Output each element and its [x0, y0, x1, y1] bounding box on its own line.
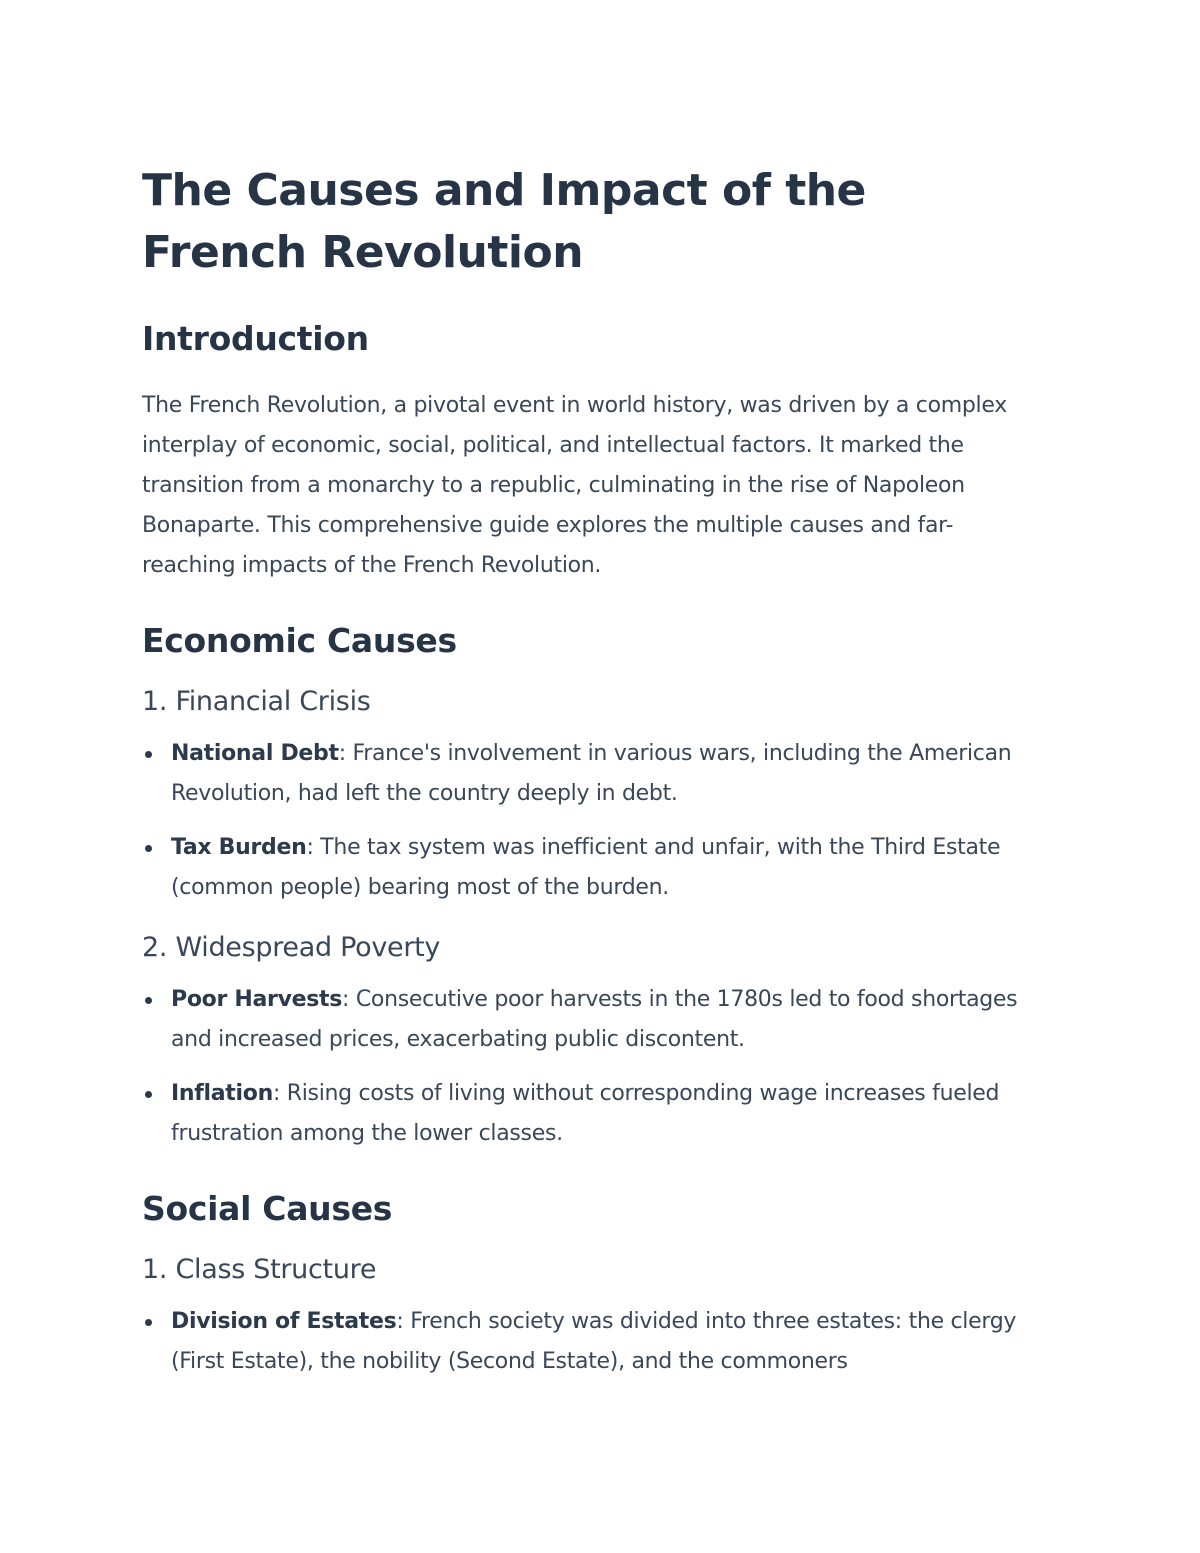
subsection-heading-financial-crisis: 1. Financial Crisis — [142, 686, 371, 717]
list-item-term: Inflation — [171, 1081, 273, 1106]
bullet-icon — [145, 751, 152, 758]
financial-crisis-list — [142, 734, 1042, 908]
bullet-icon — [145, 845, 152, 852]
widespread-poverty-list — [142, 980, 1042, 1154]
subsection-heading-widespread-poverty: 2. Widespread Poverty — [142, 932, 441, 963]
bullet-icon — [145, 997, 152, 1004]
list-item-term: Tax Burden — [171, 835, 307, 860]
list-item-text: : The tax system was inefficient and unfair, with the Third Estate (common people) bearing most of the burden. — [171, 835, 1001, 900]
bullet-icon — [145, 1091, 152, 1098]
list-item-text: : France's involvement in various wars, including the American Revolution, had left the country deeply in debt. — [171, 741, 1012, 806]
list-item-term: Poor Harvests — [171, 987, 343, 1012]
list-item — [142, 734, 1042, 814]
subsection-heading-class-structure: 1. Class Structure — [142, 1254, 377, 1285]
bullet-icon — [145, 1319, 152, 1326]
document-page — [142, 160, 1042, 1382]
document-title: The Causes and Impact of the French Revolution — [142, 165, 866, 278]
list-item — [142, 1302, 1042, 1382]
list-item-term: Division of Estates — [171, 1309, 397, 1334]
list-item — [142, 1074, 1042, 1154]
section-heading-social-causes: Social Causes — [142, 1189, 393, 1228]
list-item — [142, 828, 1042, 908]
list-item-text: : Rising costs of living without corresponding wage increases fueled frustration among the lower classes. — [171, 1081, 1000, 1146]
list-item — [142, 980, 1042, 1060]
introduction-paragraph: The French Revolution, a pivotal event in world history, was driven by a complex interplay of economic, social, political, and intellectual factors. It marked the transition from a monarchy to a republic, culminating in the rise of Napoleon Bonaparte. This comprehensive guide explores the multiple causes and far-reaching impacts of the French Revolution. — [142, 393, 1007, 578]
list-item-text: : Consecutive poor harvests in the 1780s led to food shortages and increased prices, exacerbating public discontent. — [171, 987, 1018, 1052]
section-heading-introduction: Introduction — [142, 319, 369, 358]
section-heading-economic-causes: Economic Causes — [142, 621, 457, 660]
class-structure-list — [142, 1302, 1042, 1382]
list-item-term: National Debt — [171, 741, 339, 766]
list-item-text: : French society was divided into three estates: the clergy (First Estate), the nobility (Second Estate), and the commoners — [171, 1309, 1017, 1374]
